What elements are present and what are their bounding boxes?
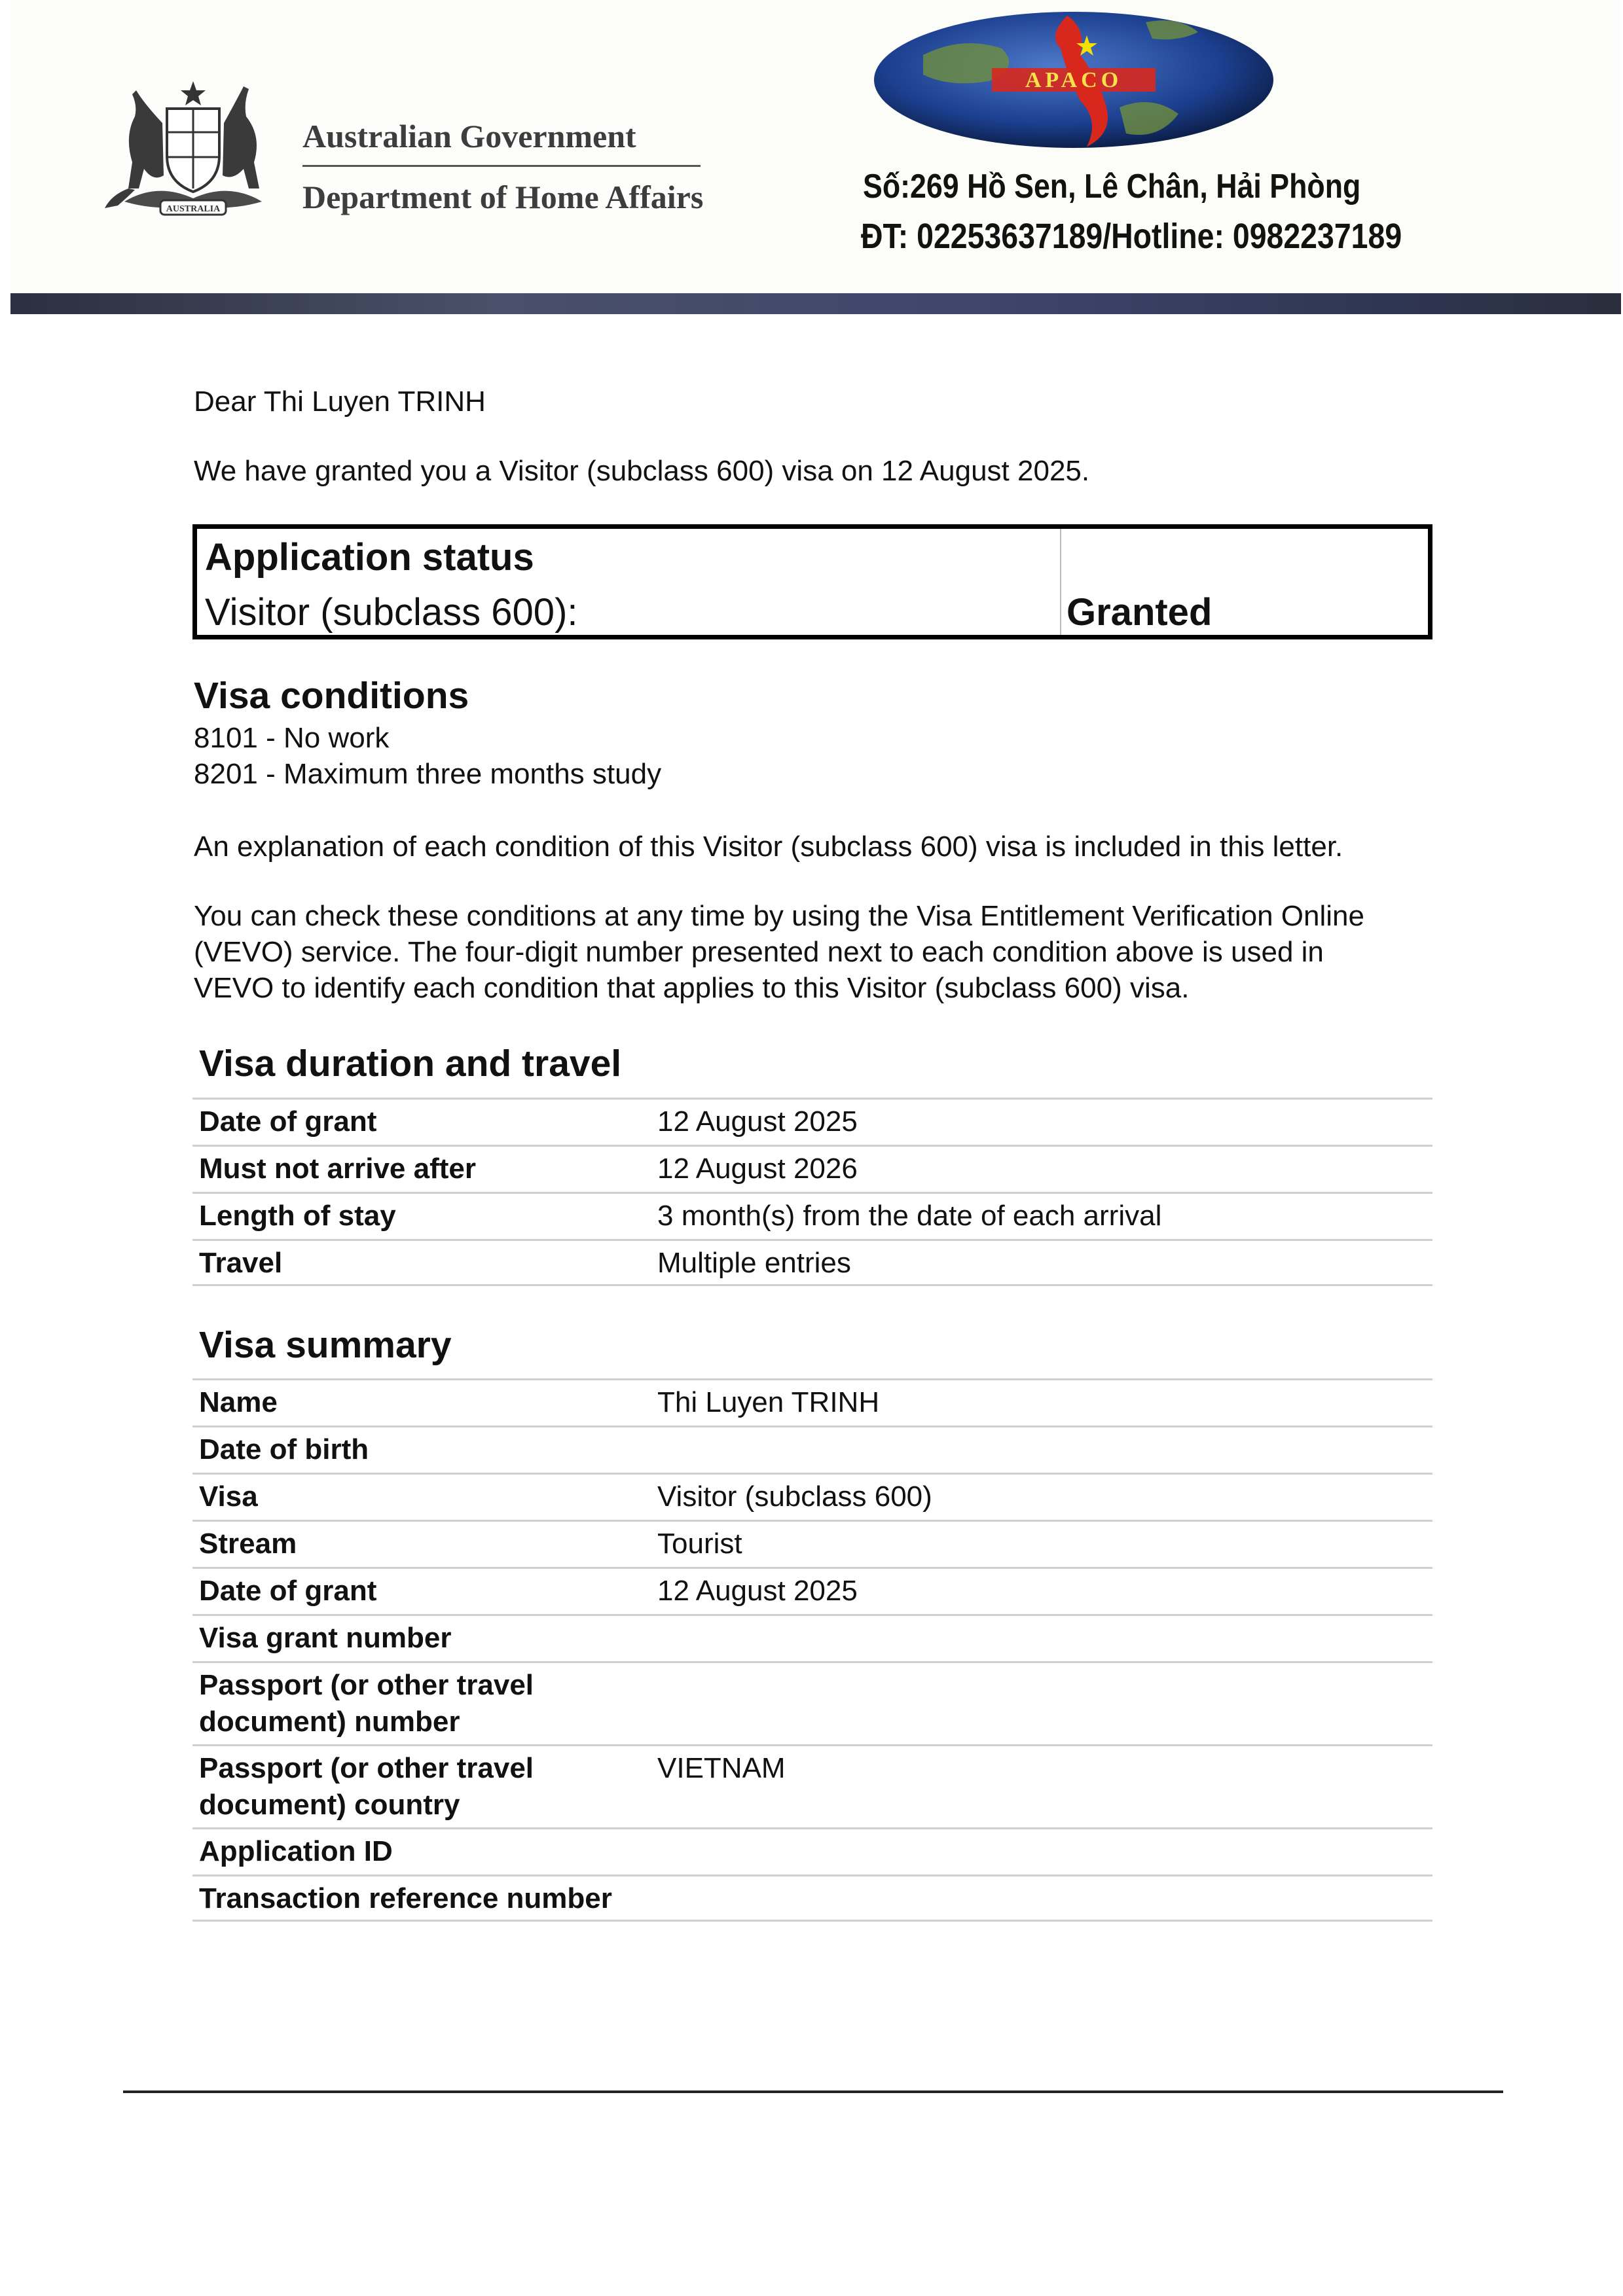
table-row [192,1874,1432,1922]
row-label [199,1667,644,1740]
visa-duration-heading: Visa duration and travel [199,1043,622,1085]
table-row [192,1192,1432,1239]
row-label [199,1750,644,1823]
row-label: Stream [199,1528,297,1560]
status-badge: Granted [1067,591,1213,634]
vevo-paragraph-line: You can check these conditions at any time by using the Visa Entitlement Verification Online [194,900,1364,932]
wordmark-divider [302,165,701,167]
table-row [192,1378,1432,1426]
table-row [192,1426,1432,1473]
row-value: 12 August 2025 [657,1105,858,1138]
visa-duration-table [192,1098,1432,1286]
apaco-globe-logo-icon [871,9,1277,153]
row-label: Visa [199,1480,258,1513]
table-row [192,1473,1432,1520]
government-wordmark [302,117,703,217]
row-label: Date of grant [199,1105,377,1138]
visa-conditions-heading: Visa conditions [194,675,469,717]
table-row [192,1567,1432,1614]
crest-scroll-text: AUSTRALIA [166,204,221,214]
condition-item: 8101 - No work [194,722,390,754]
status-visa-label: Visitor (subclass 600): [205,591,578,634]
row-label: Date of grant [199,1575,377,1607]
grant-sentence: We have granted you a Visitor (subclass 600) visa on 12 August 2025. [194,455,1090,487]
vevo-paragraph-line: VEVO to identify each condition that applies to this Visitor (subclass 600) visa. [194,972,1190,1004]
table-row [192,1098,1432,1145]
table-row [192,1661,1432,1744]
row-label: Name [199,1386,278,1418]
row-label: Date of birth [199,1433,369,1465]
conditions-explanation: An explanation of each condition of this Visitor (subclass 600) visa is included in this letter. [194,831,1343,863]
row-label-line: document) number [199,1706,460,1738]
table-row [192,1827,1432,1874]
row-label: Must not arrive after [199,1153,476,1185]
table-row [192,1239,1432,1286]
row-label: Travel [199,1247,283,1279]
row-value: Thi Luyen TRINH [657,1386,880,1418]
row-value: 12 August 2026 [657,1153,858,1185]
row-value: Multiple entries [657,1247,851,1279]
department-name: Department of Home Affairs [302,179,704,215]
row-value: VIETNAM [657,1752,786,1784]
visa-summary-table [192,1378,1432,1922]
apaco-logo-text: APACO [1025,68,1123,92]
row-label-line: Passport (or other travel [199,1752,534,1784]
agency-phone: ĐT: 02253637189/Hotline: 0982237189 [861,217,1402,256]
footer-divider [123,2090,1503,2093]
row-value: Visitor (subclass 600) [657,1480,932,1513]
row-label: Transaction reference number [199,1882,612,1914]
condition-item: 8201 - Maximum three months study [194,758,662,790]
row-label-line: Passport (or other travel [199,1669,534,1701]
coat-of-arms-icon [98,77,288,221]
table-row [192,1145,1432,1192]
row-value: 3 month(s) from the date of each arrival [657,1200,1162,1232]
row-value: 12 August 2025 [657,1575,858,1607]
table-row [192,1744,1432,1827]
header-band [10,293,1621,314]
row-label: Visa grant number [199,1622,452,1654]
status-title: Application status [205,536,534,579]
row-label: Application ID [199,1835,393,1867]
row-value: Tourist [657,1528,742,1560]
row-label: Length of stay [199,1200,396,1232]
table-row [192,1614,1432,1661]
application-status-box [192,524,1432,639]
table-row [192,1520,1432,1567]
status-divider [1060,529,1061,635]
vevo-paragraph-line: (VEVO) service. The four-digit number presented next to each condition above is used in [194,936,1324,968]
agency-address: Số:269 Hồ Sen, Lê Chân, Hải Phòng [863,168,1361,206]
row-label-line: document) country [199,1789,460,1821]
government-name: Australian Government [302,118,636,154]
salutation: Dear Thi Luyen TRINH [194,386,486,418]
visa-summary-heading: Visa summary [199,1324,452,1366]
